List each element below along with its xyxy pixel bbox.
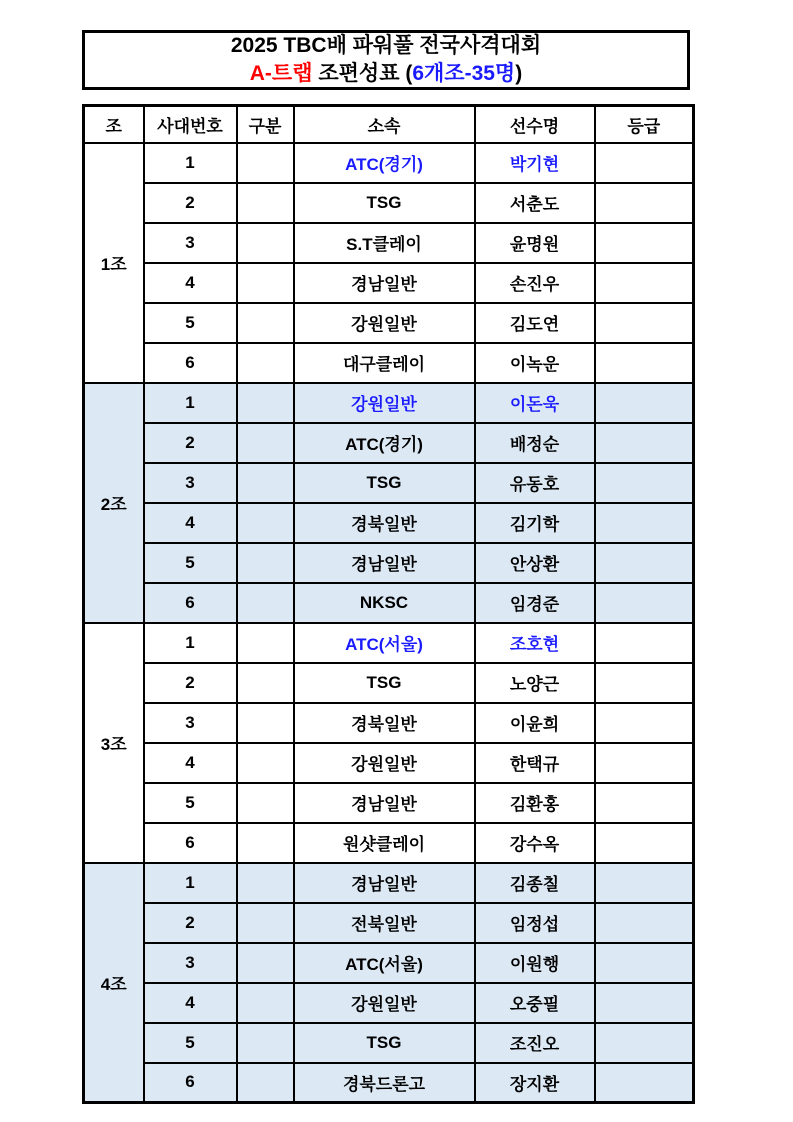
col-header-team: 소속 <box>294 106 475 143</box>
category-cell <box>237 343 294 383</box>
table-row <box>84 783 694 823</box>
seat-number-cell: 6 <box>144 583 237 623</box>
table-row <box>84 463 694 503</box>
grade-cell <box>595 783 694 823</box>
col-header-group: 조 <box>84 106 144 143</box>
seat-number-cell: 1 <box>144 623 237 663</box>
team-cell: ATC(경기) <box>294 423 475 463</box>
team-cell: 경남일반 <box>294 863 475 903</box>
grade-cell <box>595 383 694 423</box>
table-row <box>84 303 694 343</box>
category-cell <box>237 903 294 943</box>
team-cell: 경북일반 <box>294 703 475 743</box>
table-row <box>84 983 694 1023</box>
player-name-cell: 김도연 <box>475 303 595 343</box>
group-label: 4조 <box>84 863 144 1103</box>
table-row <box>84 1063 694 1103</box>
event-name: A-트랩 <box>249 62 313 85</box>
player-name-cell: 강수옥 <box>475 823 595 863</box>
player-name-cell: 오중필 <box>475 983 595 1023</box>
seat-number-cell: 1 <box>144 143 237 183</box>
grade-cell <box>595 343 694 383</box>
grade-cell <box>595 303 694 343</box>
table-row <box>84 143 694 183</box>
category-cell <box>237 463 294 503</box>
roster-body <box>84 143 694 1103</box>
grade-cell <box>595 583 694 623</box>
team-cell: 경북일반 <box>294 503 475 543</box>
table-row <box>84 583 694 623</box>
col-header-grade: 등급 <box>595 106 694 143</box>
category-cell <box>237 783 294 823</box>
seat-number-cell: 1 <box>144 863 237 903</box>
player-name-cell: 이녹운 <box>475 343 595 383</box>
table-row <box>84 503 694 543</box>
team-cell: 경남일반 <box>294 263 475 303</box>
player-name-cell: 이원행 <box>475 943 595 983</box>
category-cell <box>237 383 294 423</box>
player-name-cell: 조호현 <box>475 623 595 663</box>
grade-cell <box>595 743 694 783</box>
player-name-cell: 노양근 <box>475 663 595 703</box>
grade-cell <box>595 1063 694 1103</box>
team-cell: 원샷클레이 <box>294 823 475 863</box>
player-name-cell: 배정순 <box>475 423 595 463</box>
team-cell: 강원일반 <box>294 983 475 1023</box>
grade-cell <box>595 463 694 503</box>
seat-number-cell: 4 <box>144 743 237 783</box>
seat-number-cell: 3 <box>144 943 237 983</box>
category-cell <box>237 1063 294 1103</box>
seat-number-cell: 4 <box>144 983 237 1023</box>
group-player-count: 6개조-35명 <box>412 62 516 85</box>
team-cell: ATC(서울) <box>294 623 475 663</box>
player-name-cell: 김기학 <box>475 503 595 543</box>
player-name-cell: 윤명원 <box>475 223 595 263</box>
col-header-player-name: 선수명 <box>475 106 595 143</box>
player-name-cell: 이윤희 <box>475 703 595 743</box>
table-row <box>84 423 694 463</box>
grade-cell <box>595 263 694 303</box>
paren-open: ( <box>405 62 413 85</box>
group-label: 1조 <box>84 143 144 383</box>
grade-cell <box>595 423 694 463</box>
table-row <box>84 383 694 423</box>
category-cell <box>237 183 294 223</box>
player-name-cell: 조진오 <box>475 1023 595 1063</box>
team-cell: ATC(서울) <box>294 943 475 983</box>
grade-cell <box>595 903 694 943</box>
seat-number-cell: 5 <box>144 783 237 823</box>
group-label: 3조 <box>84 623 144 863</box>
player-name-cell: 임경준 <box>475 583 595 623</box>
paren-close: ) <box>515 62 523 85</box>
player-name-cell: 한택규 <box>475 743 595 783</box>
player-name-cell: 임정섭 <box>475 903 595 943</box>
team-cell: 강원일반 <box>294 303 475 343</box>
team-cell: 경남일반 <box>294 543 475 583</box>
grade-cell <box>595 143 694 183</box>
team-cell: 대구클레이 <box>294 343 475 383</box>
category-cell <box>237 303 294 343</box>
table-row <box>84 263 694 303</box>
player-name-cell: 김환홍 <box>475 783 595 823</box>
grade-cell <box>595 943 694 983</box>
player-name-cell: 안상환 <box>475 543 595 583</box>
competition-title: 2025 TBC배 파워풀 전국사격대회 <box>230 34 542 57</box>
seat-number-cell: 2 <box>144 183 237 223</box>
category-cell <box>237 943 294 983</box>
table-row <box>84 743 694 783</box>
team-cell: TSG <box>294 463 475 503</box>
category-cell <box>237 743 294 783</box>
team-cell: TSG <box>294 1023 475 1063</box>
seat-number-cell: 2 <box>144 423 237 463</box>
table-row <box>84 623 694 663</box>
table-row <box>84 543 694 583</box>
player-name-cell: 유동호 <box>475 463 595 503</box>
category-cell <box>237 823 294 863</box>
seat-number-cell: 2 <box>144 903 237 943</box>
category-cell <box>237 543 294 583</box>
title-box <box>82 30 690 90</box>
grade-cell <box>595 823 694 863</box>
grade-cell <box>595 223 694 263</box>
grade-cell <box>595 663 694 703</box>
team-cell: TSG <box>294 663 475 703</box>
category-cell <box>237 143 294 183</box>
team-cell: 강원일반 <box>294 743 475 783</box>
table-row <box>84 1023 694 1063</box>
header-row <box>84 106 694 143</box>
grade-cell <box>595 503 694 543</box>
seat-number-cell: 5 <box>144 303 237 343</box>
col-header-seat-number: 사대번호 <box>144 106 237 143</box>
table-row <box>84 183 694 223</box>
grade-cell <box>595 183 694 223</box>
player-name-cell: 이돈욱 <box>475 383 595 423</box>
seat-number-cell: 3 <box>144 223 237 263</box>
seat-number-cell: 5 <box>144 543 237 583</box>
seat-number-cell: 4 <box>144 263 237 303</box>
team-cell: ATC(경기) <box>294 143 475 183</box>
grade-cell <box>595 983 694 1023</box>
category-cell <box>237 503 294 543</box>
seat-number-cell: 1 <box>144 383 237 423</box>
player-name-cell: 장지환 <box>475 1063 595 1103</box>
grade-cell <box>595 623 694 663</box>
grade-cell <box>595 703 694 743</box>
grade-cell <box>595 543 694 583</box>
player-name-cell: 박기현 <box>475 143 595 183</box>
team-cell: 경남일반 <box>294 783 475 823</box>
team-cell: TSG <box>294 183 475 223</box>
col-header-category: 구분 <box>237 106 294 143</box>
event-subtitle <box>250 61 522 87</box>
category-cell <box>237 423 294 463</box>
team-cell: 경북드론고 <box>294 1063 475 1103</box>
seat-number-cell: 6 <box>144 823 237 863</box>
seat-number-cell: 2 <box>144 663 237 703</box>
category-cell <box>237 583 294 623</box>
grade-cell <box>595 863 694 903</box>
player-name-cell: 손진우 <box>475 263 595 303</box>
team-cell: NKSC <box>294 583 475 623</box>
table-row <box>84 223 694 263</box>
category-cell <box>237 263 294 303</box>
seat-number-cell: 3 <box>144 703 237 743</box>
seat-number-cell: 6 <box>144 1063 237 1103</box>
table-row <box>84 943 694 983</box>
table-row <box>84 343 694 383</box>
table-row <box>84 903 694 943</box>
seat-number-cell: 4 <box>144 503 237 543</box>
category-cell <box>237 223 294 263</box>
table-row <box>84 863 694 903</box>
table-row <box>84 663 694 703</box>
category-cell <box>237 863 294 903</box>
roster-table <box>82 104 695 1104</box>
category-cell <box>237 1023 294 1063</box>
category-cell <box>237 703 294 743</box>
seat-number-cell: 5 <box>144 1023 237 1063</box>
category-cell <box>237 663 294 703</box>
group-label: 2조 <box>84 383 144 623</box>
subtitle-label: 조편성표 <box>312 62 406 85</box>
player-name-cell: 김종칠 <box>475 863 595 903</box>
player-name-cell: 서춘도 <box>475 183 595 223</box>
seat-number-cell: 6 <box>144 343 237 383</box>
team-cell: 전북일반 <box>294 903 475 943</box>
grade-cell <box>595 1023 694 1063</box>
category-cell <box>237 623 294 663</box>
table-row <box>84 703 694 743</box>
category-cell <box>237 983 294 1023</box>
team-cell: 강원일반 <box>294 383 475 423</box>
table-row <box>84 823 694 863</box>
team-cell: S.T클레이 <box>294 223 475 263</box>
seat-number-cell: 3 <box>144 463 237 503</box>
